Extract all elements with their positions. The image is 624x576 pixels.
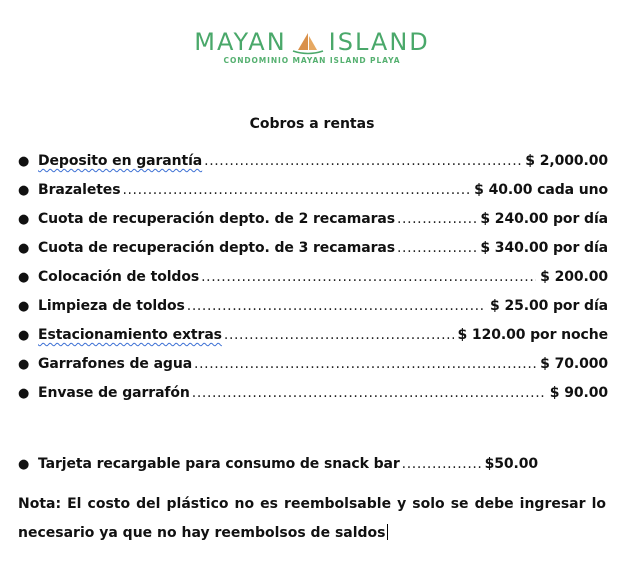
list-item-snack-card (18, 454, 538, 483)
bullet-icon: ● (18, 241, 30, 256)
bullet-icon: ● (18, 212, 30, 227)
brand-logo (0, 28, 624, 65)
item-price: $ 25.00 por día (490, 298, 608, 314)
bullet-icon: ● (18, 183, 30, 198)
page-title: Cobros a rentas (249, 116, 375, 132)
item-label: Cuota de recuperación depto. de 2 recamaras (38, 211, 395, 227)
dot-leader (402, 454, 481, 474)
item-price: $ 2,000.00 (525, 153, 608, 169)
item-label: Brazaletes (38, 182, 121, 198)
item-price: $ 240.00 por día (480, 211, 608, 227)
item-price: $ 340.00 por día (480, 240, 608, 256)
bullet-icon: ● (18, 154, 30, 169)
item-price: $ 40.00 cada uno (474, 182, 608, 198)
dot-leader (397, 238, 476, 258)
item-label: Limpieza de toldos (38, 298, 185, 314)
list-item (18, 151, 608, 180)
list-item (18, 354, 608, 383)
bullet-icon: ● (18, 386, 30, 401)
item-price: $ 70.000 (540, 356, 608, 372)
dot-leader (122, 180, 470, 200)
logo-word-left: MAYAN (194, 28, 287, 56)
note-paragraph (18, 490, 606, 548)
item-label: Deposito en garantía (38, 153, 203, 169)
text-cursor (387, 524, 388, 540)
dot-leader (204, 151, 521, 171)
item-price: $ 200.00 (540, 269, 608, 285)
dot-leader (397, 209, 476, 229)
list-item (18, 267, 608, 296)
list-item (18, 209, 608, 238)
logo-wordmark (194, 28, 430, 54)
item-label: Envase de garrafón (38, 385, 190, 401)
logo-subtitle: CONDOMINIO MAYAN ISLAND PLAYA (223, 56, 401, 65)
item-price: $ 120.00 por noche (457, 327, 608, 343)
dot-leader (192, 383, 546, 403)
item-label: Cuota de recuperación depto. de 3 recamaras (38, 240, 395, 256)
item-label: Estacionamiento extras (38, 327, 222, 343)
list-item (18, 180, 608, 209)
item-label: Tarjeta recargable para consumo de snack bar (38, 456, 400, 472)
bullet-icon: ● (18, 357, 30, 372)
list-item (18, 383, 608, 412)
list-item (18, 296, 608, 325)
sailboat-icon (291, 30, 325, 56)
bullet-icon: ● (18, 328, 30, 343)
bullet-icon: ● (18, 457, 30, 472)
item-price: $ 90.00 (549, 385, 608, 401)
dot-leader (224, 325, 454, 345)
note-text: Nota: El costo del plástico no es reembolsable y solo se debe ingresar lo necesario ya que no hay reembolsos de saldos (18, 496, 606, 541)
item-label: Colocación de toldos (38, 269, 200, 285)
list-item (18, 325, 608, 354)
item-price: $50.00 (484, 456, 538, 472)
rates-list (18, 151, 608, 472)
list-item (18, 238, 608, 267)
item-label: Garrafones de agua (38, 356, 193, 372)
bullet-icon: ● (18, 270, 30, 285)
dot-leader (194, 354, 536, 374)
dot-leader (187, 296, 486, 316)
dot-leader (201, 267, 536, 287)
bullet-icon: ● (18, 299, 30, 314)
logo-word-right: ISLAND (328, 28, 430, 56)
